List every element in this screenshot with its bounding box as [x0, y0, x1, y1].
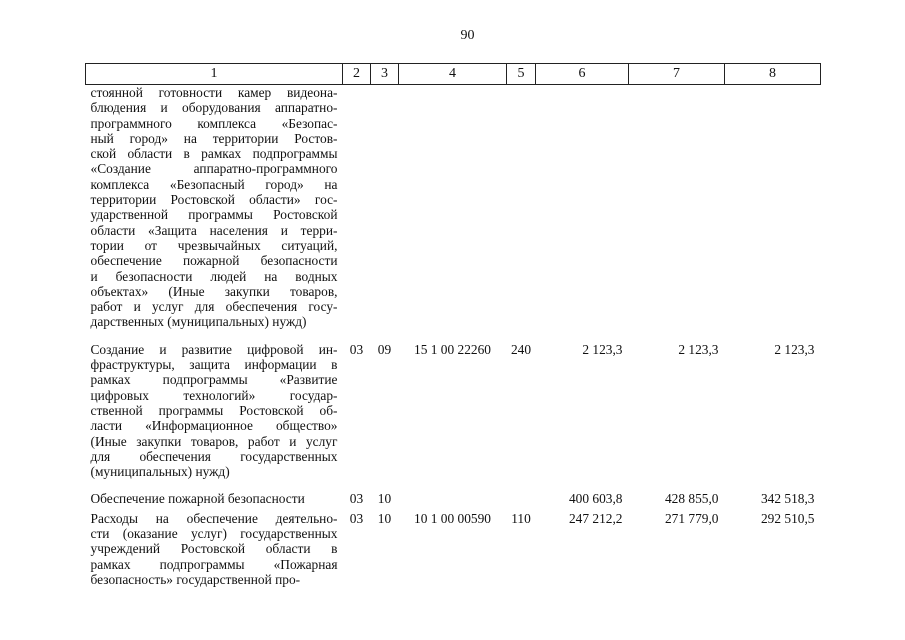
budget-table: [85, 63, 821, 587]
amount-year-3: 342 518,3: [760, 491, 815, 507]
column-header: 5: [507, 64, 536, 85]
table-body: [86, 85, 821, 588]
description-line: учреждений Ростовской области в: [90, 541, 338, 557]
target-article-code: [399, 85, 507, 330]
expense-type-code: [507, 85, 536, 330]
target-article-code: 10 1 00 00590: [414, 510, 491, 526]
description-line: безопасность» государственной про-: [90, 571, 301, 587]
expense-type-code: 240: [510, 341, 532, 357]
description-line: Обеспечение пожарной безопасности: [90, 491, 305, 507]
expense-description: [86, 511, 343, 587]
expense-description: [86, 85, 343, 330]
column-header: 8: [725, 64, 821, 85]
amount-year-1: 400 603,8: [568, 491, 623, 507]
description-line: рамках подпрограммы «Пожарная: [90, 556, 338, 572]
expense-description: [86, 342, 343, 480]
description-line: ударственной программы Ростовской: [90, 207, 338, 223]
amount-year-2: [629, 85, 725, 330]
amount-year-3: 292 510,5: [760, 510, 815, 526]
target-article-code: [399, 491, 507, 506]
table-row: [86, 342, 821, 480]
subsection-code: 10: [377, 510, 392, 526]
section-code: 03: [349, 491, 364, 507]
amount-year-1: [536, 85, 629, 330]
description-line: ственной программы Ростовской об-: [90, 402, 338, 418]
description-line: (Иные закупки товаров, работ и услуг: [90, 433, 338, 449]
amount-year-3: [725, 85, 821, 330]
row-spacer: [86, 330, 821, 342]
subsection-code: [371, 85, 399, 330]
amount-year-3: 2 123,3: [774, 341, 815, 357]
subsection-code: 10: [377, 491, 392, 507]
section-code: 03: [349, 341, 364, 357]
section-code: [343, 85, 371, 330]
subsection-code: 09: [377, 341, 392, 357]
amount-year-1: 2 123,3: [582, 341, 623, 357]
amount-year-1: 247 212,2: [568, 510, 623, 526]
description-line: фраструктуры, защита информации в: [90, 357, 338, 373]
description-line: (муниципальных) нужд): [90, 464, 230, 480]
description-line: комплекса «Безопасный город» на: [90, 176, 338, 192]
page-number: 90: [460, 28, 475, 43]
table-row: [86, 85, 821, 330]
table-row: [86, 491, 821, 506]
expense-description: [86, 491, 343, 506]
description-line: ской области в рамках подпрограммы: [90, 146, 338, 162]
description-line: ласти «Информационное общество»: [90, 418, 338, 434]
description-line: объектах» (Иные закупки товаров,: [90, 283, 338, 299]
amount-year-2: 428 855,0: [664, 491, 719, 507]
description-line: цифровых технологий» государ-: [90, 387, 338, 403]
expense-type-code: 110: [511, 510, 531, 526]
description-line: обеспечение пожарной безопасности: [90, 253, 338, 269]
column-header: 4: [399, 64, 507, 85]
table-row: [86, 511, 821, 587]
description-line: территории Ростовской области» гос-: [90, 192, 338, 208]
amount-year-2: 2 123,3: [678, 341, 719, 357]
row-spacer: [86, 479, 821, 491]
column-header: 2: [343, 64, 371, 85]
column-header: 1: [86, 64, 343, 85]
description-line: сти (оказание услуг) государственных: [90, 526, 338, 542]
section-code: 03: [349, 510, 364, 526]
table-header-row: [86, 64, 821, 85]
description-line: стоянной готовности камер видеона-: [90, 85, 338, 100]
description-line: блюдения и оборудования аппаратно-: [90, 100, 338, 116]
description-line: Расходы на обеспечение деятельно-: [90, 510, 338, 526]
column-header: 6: [536, 64, 629, 85]
description-line: и безопасности людей на водных: [90, 268, 338, 284]
column-header: 3: [371, 64, 399, 85]
description-line: ный город» на территории Ростов-: [90, 130, 338, 146]
description-line: программного комплекса «Безопас-: [90, 115, 338, 131]
description-line: «Создание аппаратно-программного: [90, 161, 338, 177]
description-line: работ и услуг для обеспечения госу-: [90, 299, 338, 315]
expense-type-code: [507, 491, 536, 506]
description-line: тории от чрезвычайных ситуаций,: [90, 237, 338, 253]
amount-year-2: 271 779,0: [664, 510, 719, 526]
column-header: 7: [629, 64, 725, 85]
description-line: области «Защита населения и терри-: [90, 222, 338, 238]
description-line: рамках подпрограммы «Развитие: [90, 372, 338, 388]
description-line: Создание и развитие цифровой ин-: [90, 341, 338, 357]
description-line: дарственных (муниципальных) нужд): [90, 314, 307, 330]
target-article-code: 15 1 00 22260: [414, 341, 491, 357]
description-line: для обеспечения государственных: [90, 448, 338, 464]
